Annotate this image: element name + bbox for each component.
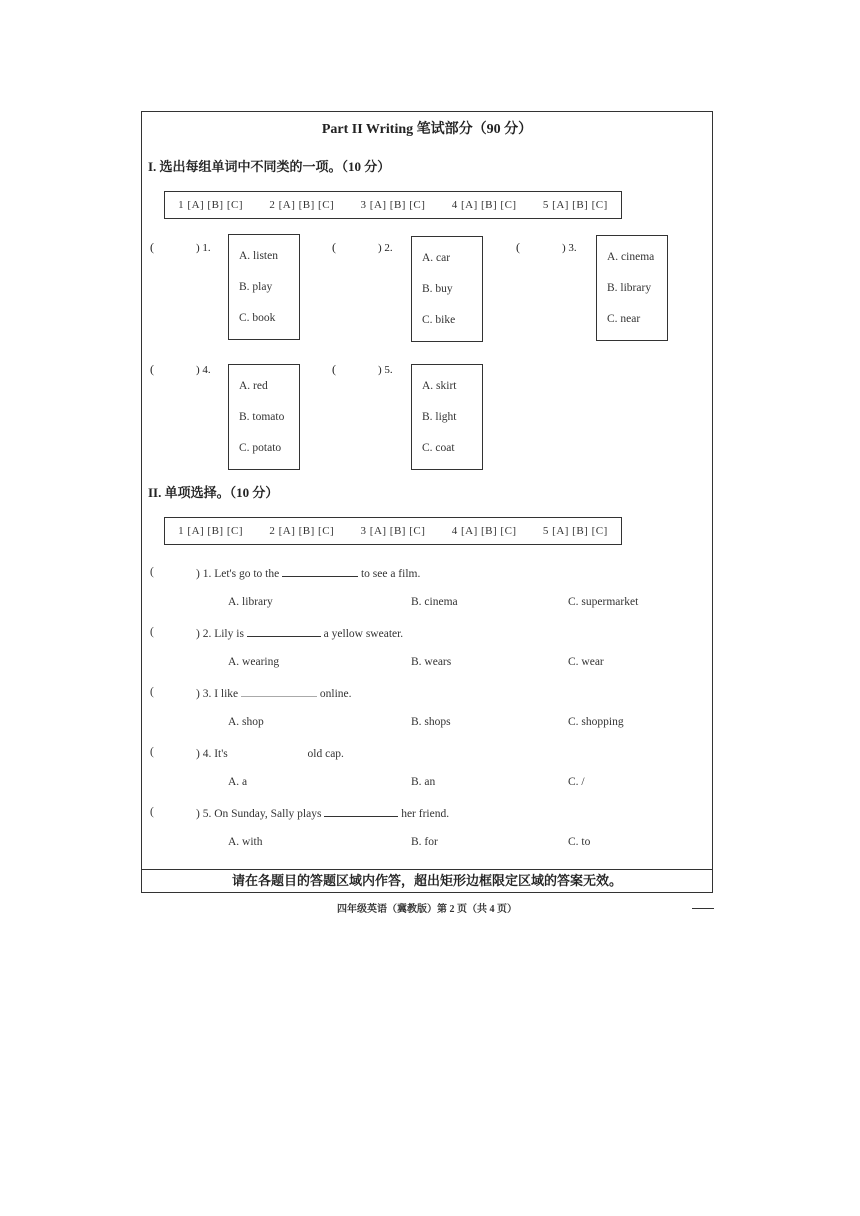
corner-mark: [692, 908, 714, 909]
question-stem: ) 1. Let's go to the to see a film.: [196, 568, 421, 580]
option-box: [411, 236, 483, 342]
answer-paren: (: [516, 240, 520, 254]
answer-paren: (: [332, 362, 336, 376]
question-row: [142, 806, 714, 826]
option-c: C. potato: [239, 441, 282, 454]
option-b: B. for: [411, 836, 438, 848]
option-b: B. library: [607, 281, 652, 294]
question-row: [142, 626, 714, 646]
answer-bubble-group[interactable]: 2 [A] [B] [C]: [269, 525, 335, 537]
section2-answer-bar[interactable]: [164, 517, 622, 545]
option-b: B. light: [422, 410, 457, 423]
option-b: B. shops: [411, 716, 451, 728]
option-b: B. wears: [411, 656, 452, 668]
option-b: B. buy: [422, 282, 453, 295]
section2-heading: II. 单项选择。（10 分）: [148, 485, 279, 500]
options-row: [142, 716, 714, 736]
option-a: A. red: [239, 380, 268, 393]
options-row: [142, 776, 714, 796]
answer-paren: (: [150, 806, 154, 818]
section1-heading: I. 选出每组单词中不同类的一项。（10 分）: [148, 159, 391, 174]
question-number: ) 1.: [196, 242, 211, 254]
answer-bubble-group[interactable]: 1 [A] [B] [C]: [178, 199, 244, 211]
answer-paren: (: [332, 240, 336, 254]
option-c: C. shopping: [568, 716, 624, 728]
fill-blank[interactable]: [247, 626, 321, 637]
option-a: A. library: [228, 596, 273, 608]
option-c: C. coat: [422, 441, 455, 454]
fill-blank[interactable]: [282, 566, 358, 577]
question-stem: ) 5. On Sunday, Sally plays her friend.: [196, 808, 450, 820]
question-stem: ) 2. Lily is a yellow sweater.: [196, 628, 404, 640]
answer-bubble-group[interactable]: 4 [A] [B] [C]: [451, 525, 517, 537]
answer-area-notice: 请在各题目的答题区域内作答，超出矩形边框限定区域的答案无效。: [142, 869, 712, 892]
question-number: ) 3.: [562, 242, 577, 254]
question-row: [142, 686, 714, 706]
option-c: C. wear: [568, 656, 604, 668]
answer-paren: (: [150, 686, 154, 698]
answer-paren: (: [150, 626, 154, 638]
options-row: [142, 836, 714, 856]
fill-blank[interactable]: [241, 686, 317, 697]
option-c: C. supermarket: [568, 596, 639, 608]
option-a: A. listen: [239, 250, 278, 263]
question-number: ) 2.: [378, 242, 393, 254]
options-row: [142, 596, 714, 616]
option-a: A. wearing: [228, 656, 280, 668]
option-c: C. bike: [422, 313, 456, 326]
option-box: [596, 235, 668, 341]
option-b: B. play: [239, 280, 273, 293]
page-title: Part II Writing 笔试部分（90 分）: [321, 122, 533, 137]
option-a: A. cinema: [607, 251, 655, 264]
option-b: B. cinema: [411, 596, 458, 608]
question-number: ) 5.: [378, 364, 393, 376]
answer-paren: (: [150, 566, 154, 578]
option-box: [228, 364, 300, 470]
option-box: [228, 234, 300, 340]
answer-paren: (: [150, 240, 154, 254]
answer-sheet: [141, 111, 713, 893]
fill-blank[interactable]: [324, 806, 398, 817]
answer-paren: (: [150, 362, 154, 376]
section1-answer-bar[interactable]: [164, 191, 622, 219]
question-stem: ) 4. It's old cap.: [196, 748, 344, 760]
answer-bubble-group[interactable]: 3 [A] [B] [C]: [360, 199, 426, 211]
options-row: [142, 656, 714, 676]
answer-bubble-group[interactable]: 2 [A] [B] [C]: [269, 199, 335, 211]
answer-bubble-group[interactable]: 1 [A] [B] [C]: [178, 525, 244, 537]
option-b: B. tomato: [239, 410, 285, 423]
option-a: A. a: [228, 776, 248, 788]
option-a: A. with: [228, 836, 263, 848]
answer-paren: (: [150, 746, 154, 758]
question-number: ) 4.: [196, 364, 211, 376]
question-row: [142, 566, 714, 586]
option-b: B. an: [411, 776, 436, 788]
option-c: C. to: [568, 836, 591, 848]
answer-bubble-group[interactable]: 5 [A] [B] [C]: [542, 525, 608, 537]
option-c: C. book: [239, 311, 276, 324]
option-c: C. /: [568, 776, 585, 788]
option-a: A. car: [422, 252, 451, 265]
option-c: C. near: [607, 312, 641, 325]
option-a: A. shop: [228, 716, 264, 728]
page-number: 四年级英语（冀教版）第 2 页（共 4 页）: [337, 904, 517, 915]
fill-blank[interactable]: [231, 746, 305, 757]
answer-bubble-group[interactable]: 4 [A] [B] [C]: [451, 199, 517, 211]
answer-bubble-group[interactable]: 3 [A] [B] [C]: [360, 525, 426, 537]
option-a: A. skirt: [422, 380, 457, 393]
question-row: [142, 746, 714, 766]
question-stem: ) 3. I like online.: [196, 688, 352, 700]
answer-bubble-group[interactable]: 5 [A] [B] [C]: [542, 199, 608, 211]
option-box: [411, 364, 483, 470]
